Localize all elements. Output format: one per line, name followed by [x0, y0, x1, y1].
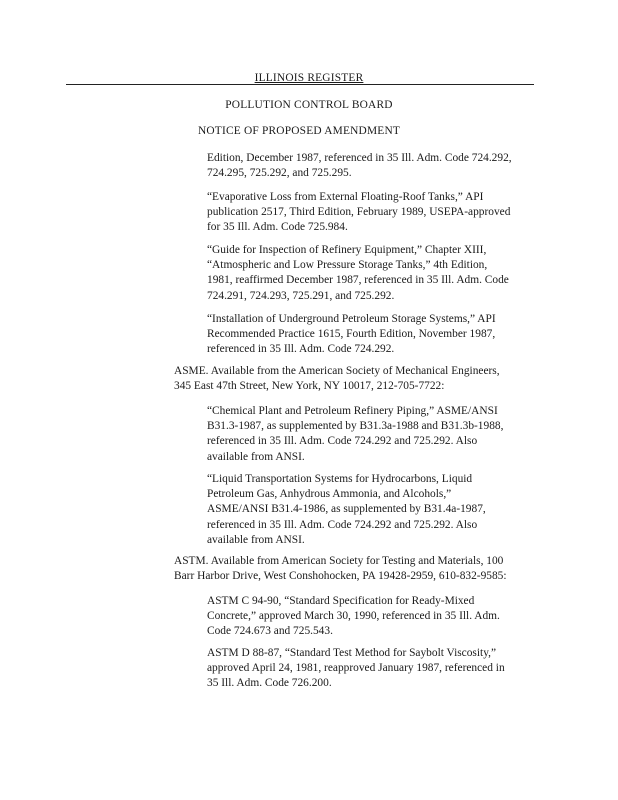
api-underground-storage-entry: “Installation of Underground Petroleum Storage Systems,” API Recommended Practice 1615, Fourth Edition, November 1987, referenced in 35 Ill. Adm. Code 724.292. [207, 313, 496, 356]
board-name: POLLUTION CONTROL BOARD [225, 99, 393, 111]
astm-c94-entry: ASTM C 94-90, “Standard Specification for Ready-Mixed Concrete,” approved March 30, 1990, referenced in 35 Ill. Adm. Code 724.673 and 725.543. [207, 595, 500, 638]
register-title: ILLINOIS REGISTER [254, 72, 364, 84]
notice-title: NOTICE OF PROPOSED AMENDMENT [197, 125, 401, 137]
api-edition-continuation: Edition, December 1987, referenced in 35 Ill. Adm. Code 724.292, 724.295, 725.292, and 725.295. [207, 152, 512, 180]
asme-chemical-piping-entry: “Chemical Plant and Petroleum Refinery Piping,” ASME/ANSI B31.3-1987, as supplemented by B31.3a-1988 and B31.3b-1988, referenced in 35 Ill. Adm. Code 724.292 and 725.292. Also available from ANSI. [207, 405, 504, 463]
asme-organization-entry: ASME. Available from the American Society of Mechanical Engineers, 345 East 47th Street, New York, NY 10017, 212-705-7722: [174, 365, 500, 393]
astm-d88-entry: ASTM D 88-87, “Standard Test Method for Saybolt Viscosity,” approved April 24, 1981, reapproved January 1987, referenced in 35 Ill. Adm. Code 726.200. [207, 647, 505, 690]
astm-organization-entry: ASTM. Available from American Society for Testing and Materials, 100 Barr Harbor Drive, West Conshohocken, PA 19428-2959, 610-832-9585: [174, 555, 507, 583]
asme-liquid-transport-entry: “Liquid Transportation Systems for Hydrocarbons, Liquid Petroleum Gas, Anhydrous Ammonia, and Alcohols,” ASME/ANSI B31.4-1986, as supplemented by B31.4a-1987, referenced in 35 Ill. Adm. Code 724.292 and 725.292. Also available from ANSI. [207, 473, 486, 546]
api-evaporative-loss-entry: “Evaporative Loss from External Floating-Roof Tanks,” API publication 2517, Third Edition, February 1989, USEPA-approved for 35 Ill. Adm. Code 725.984. [207, 191, 511, 234]
api-refinery-inspection-entry: “Guide for Inspection of Refinery Equipment,” Chapter XIII, “Atmospheric and Low Pressure Storage Tanks,” 4th Edition, 1981, reaffirmed December 1987, referenced in 35 Ill. Adm. Code 724.291, 724.293, 725.291, and 725.292. [207, 244, 509, 302]
